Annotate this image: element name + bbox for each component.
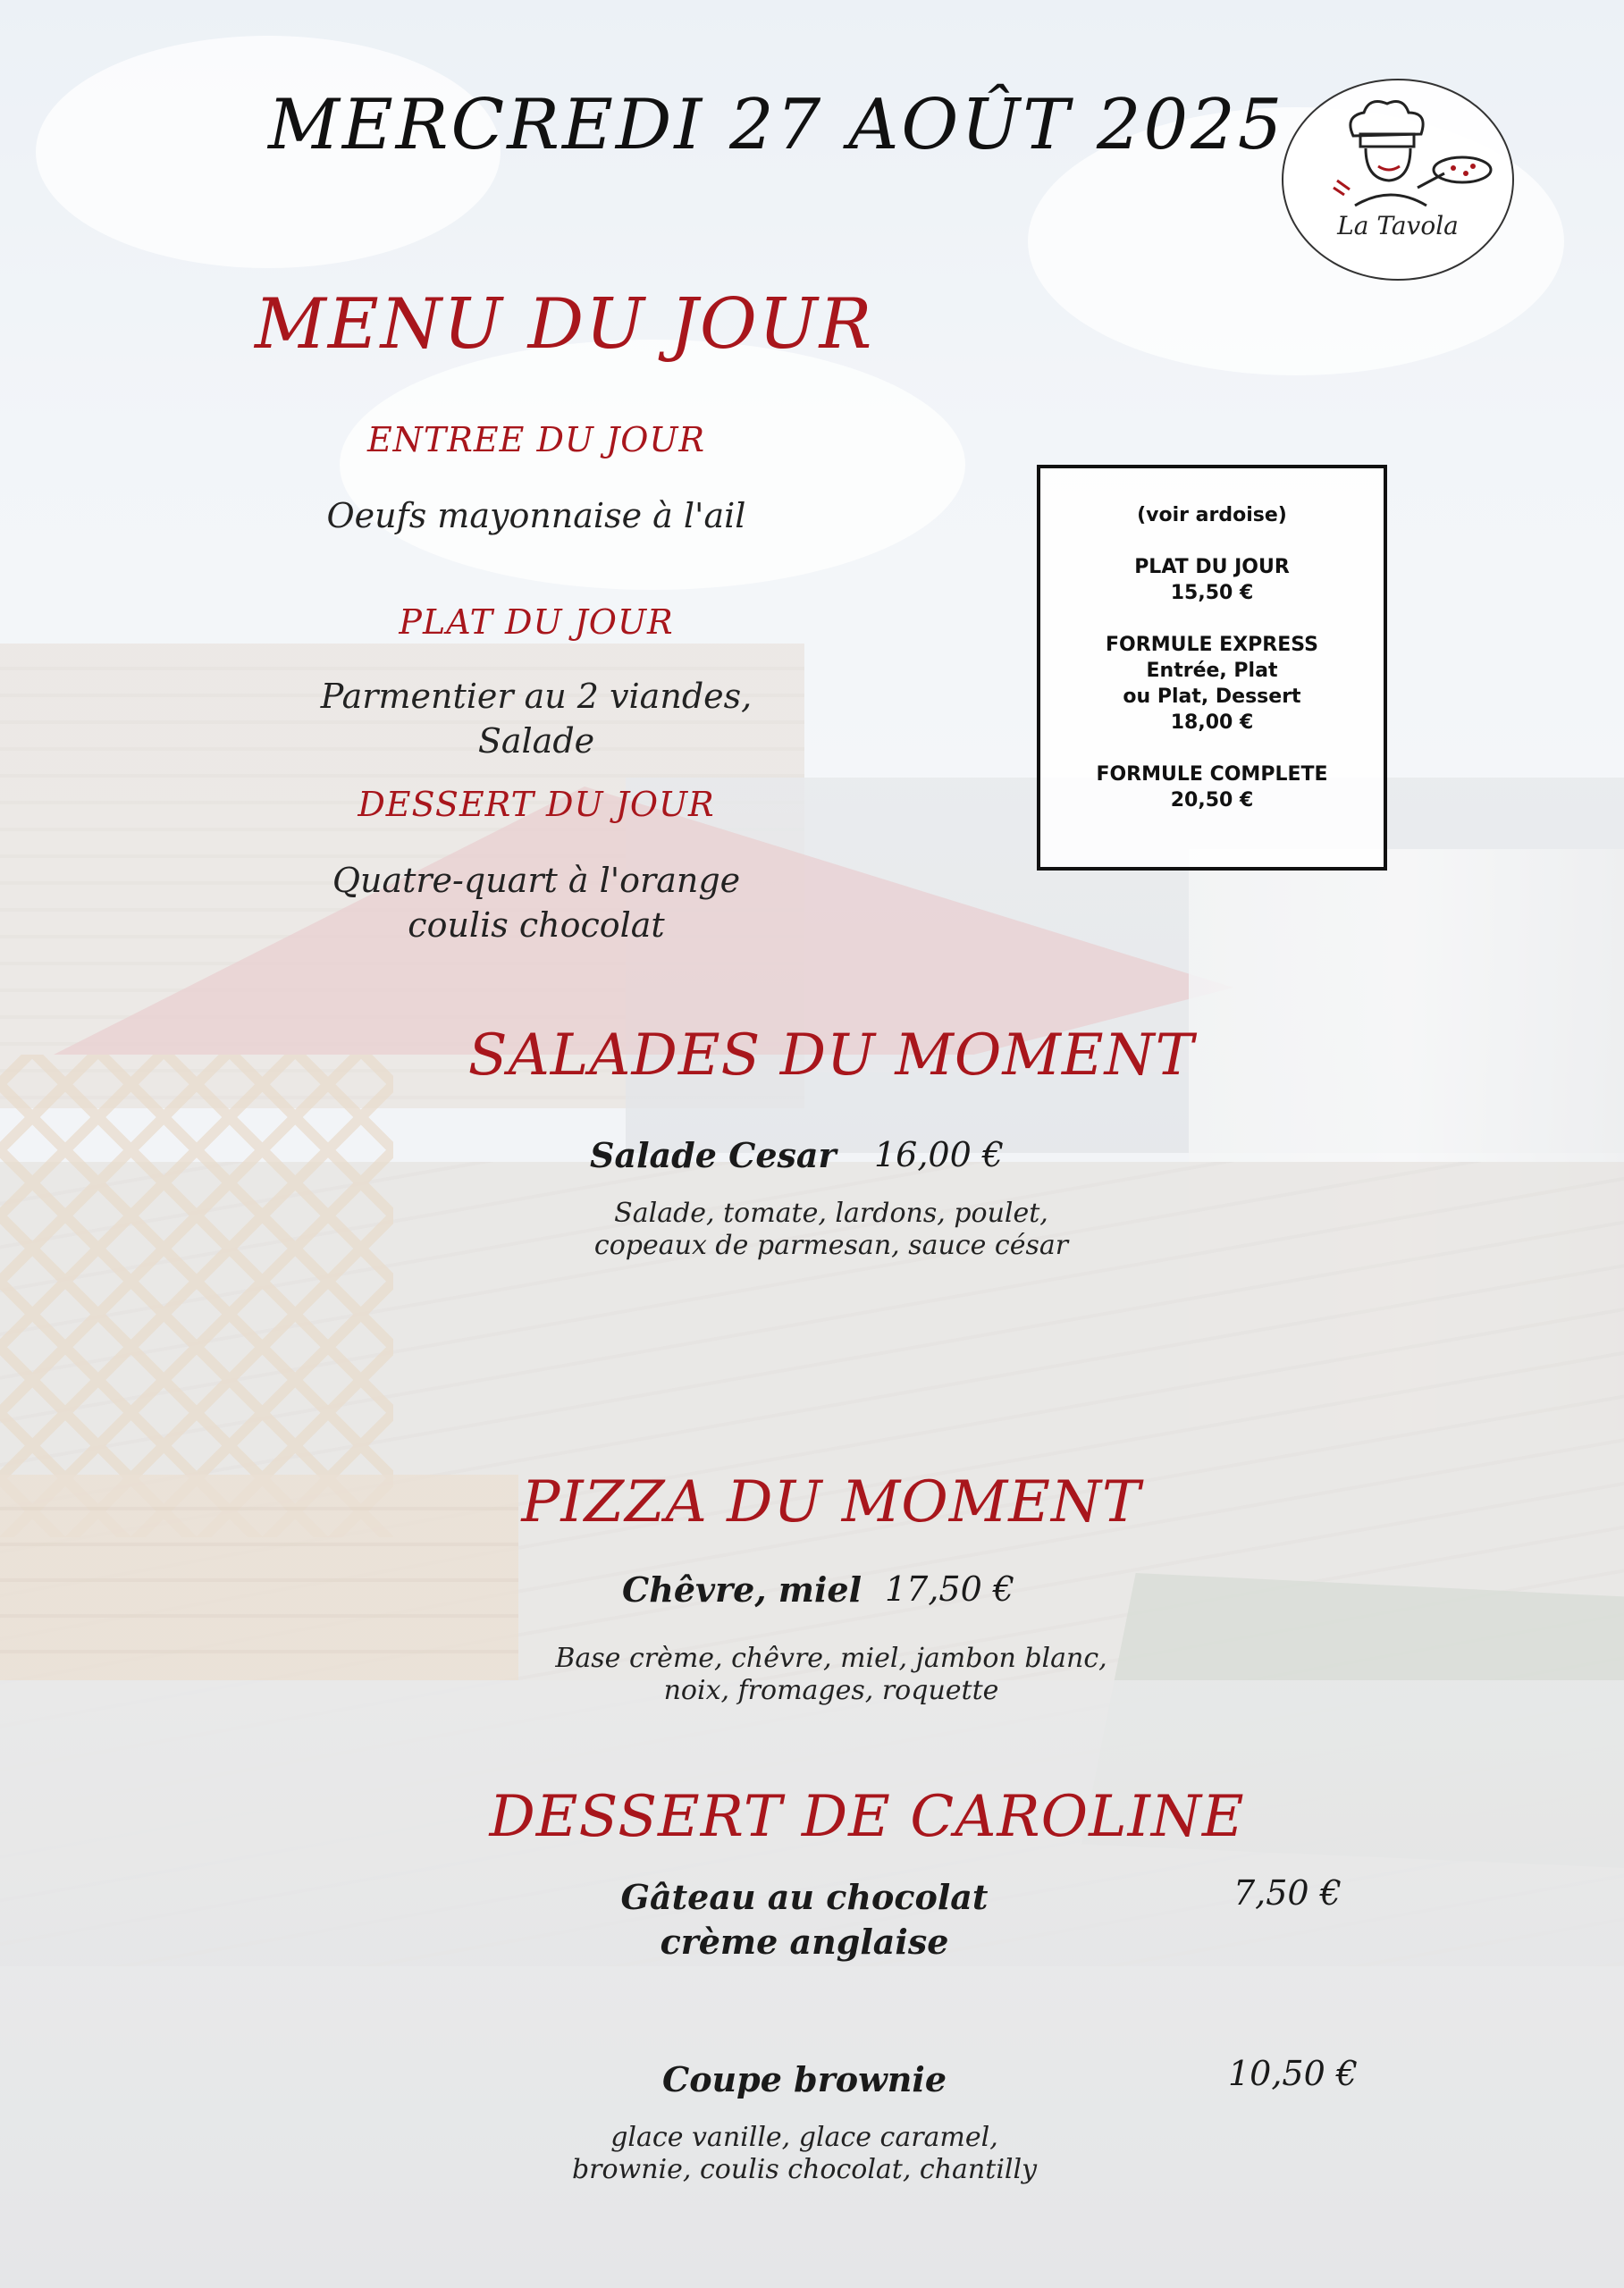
- box-express-line1: Entrée, Plat: [1146, 660, 1278, 682]
- box-express-label: FORMULE EXPRESS: [1106, 634, 1318, 656]
- dessert-dish-line2: coulis chocolat: [408, 905, 665, 945]
- dessert2-desc-line1: glace vanille, glace caramel,: [610, 2122, 998, 2153]
- dessert1-line2: crème anglaise: [660, 1922, 949, 1962]
- box-complete-label: FORMULE COMPLETE: [1096, 763, 1328, 786]
- plat-label: PLAT DU JOUR: [399, 602, 674, 642]
- salade-name: Salade Cesar: [590, 1135, 837, 1175]
- pizza-title: PIZZA DU MOMENT: [521, 1469, 1141, 1535]
- logo-text: La Tavola: [1337, 211, 1459, 240]
- salades-title: SALADES DU MOMENT: [467, 1022, 1195, 1089]
- box-complete-price: 20,50 €: [1170, 789, 1254, 812]
- entree-dish: Oeufs mayonnaise à l'ail: [326, 496, 746, 535]
- dessert2-desc-line2: brownie, coulis chocolat, chantilly: [571, 2154, 1038, 2185]
- entree-label: ENTREE DU JOUR: [366, 420, 706, 459]
- salade-price: 16,00 €: [874, 1135, 1005, 1174]
- chef-icon: [1283, 80, 1512, 279]
- plat-dish-line2: Salade: [477, 721, 595, 761]
- box-express-line2: ou Plat, Dessert: [1123, 686, 1301, 708]
- dessert-dish-line1: Quatre-quart à l'orange: [332, 861, 741, 900]
- box-express-price: 18,00 €: [1170, 711, 1254, 734]
- price-box: [1037, 465, 1387, 871]
- dessert1-line1: Gâteau au chocolat: [620, 1877, 989, 1917]
- box-plat-price: 15,50 €: [1170, 582, 1254, 604]
- dessert2-name: Coupe brownie: [661, 2059, 947, 2099]
- dessert-label: DESSERT DU JOUR: [358, 785, 715, 824]
- pizza-name: Chêvre, miel: [622, 1569, 862, 1610]
- page-date: MERCREDI 27 AOÛT 2025: [268, 85, 1285, 165]
- desserts-title: DESSERT DE CAROLINE: [489, 1784, 1245, 1850]
- salade-desc-line1: Salade, tomate, lardons, poulet,: [614, 1198, 1048, 1229]
- pizza-desc-line1: Base crème, chêvre, miel, jambon blanc,: [555, 1643, 1107, 1674]
- box-plat-label: PLAT DU JOUR: [1134, 556, 1290, 578]
- dessert2-price: 10,50 €: [1228, 2054, 1359, 2093]
- pizza-price: 17,50 €: [885, 1569, 1015, 1609]
- restaurant-logo: [1282, 79, 1514, 281]
- dessert1-price: 7,50 €: [1233, 1873, 1342, 1913]
- pizza-desc-line2: noix, fromages, roquette: [663, 1675, 999, 1706]
- salade-desc-line2: copeaux de parmesan, sauce césar: [593, 1230, 1069, 1261]
- menu-du-jour-title: MENU DU JOUR: [255, 284, 874, 365]
- box-note: (voir ardoise): [1137, 504, 1287, 526]
- plat-dish-line1: Parmentier au 2 viandes,: [320, 677, 753, 716]
